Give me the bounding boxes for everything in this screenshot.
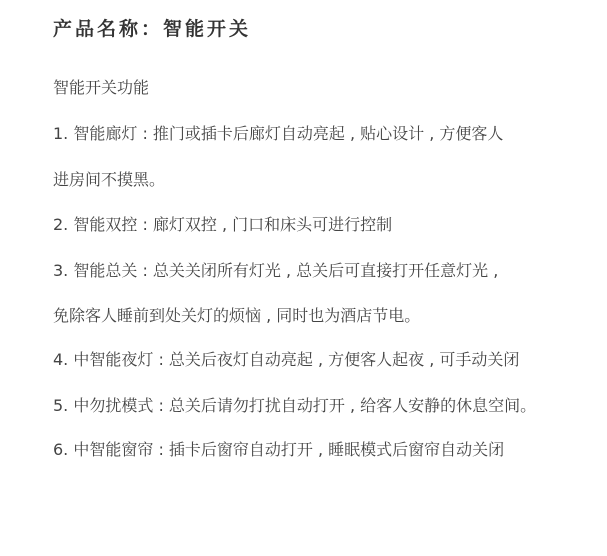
feature-line-1: 1. 智能廊灯 : 推门或插卡后廊灯自动亮起 , 贴心设计 , 方便客人 [53, 124, 504, 143]
feature-line-3-continued: 免除客人睡前到处关灯的烦恼 , 同时也为酒店节电。 [53, 306, 421, 325]
feature-line-1-continued: 进房间不摸黑。 [53, 170, 166, 189]
feature-line-5: 5. 中勿扰模式 : 总关后请勿打扰自动打开 , 给客人安静的休息空间。 [53, 396, 537, 415]
section-heading: 智能开关功能 [53, 78, 150, 97]
feature-line-3: 3. 智能总关 : 总关关闭所有灯光 , 总关后可直接打开任意灯光 , [53, 261, 499, 280]
feature-line-4: 4. 中智能夜灯 : 总关后夜灯自动亮起 , 方便客人起夜 , 可手动关闭 [53, 350, 520, 369]
product-title: 产品名称：智能开关 [53, 18, 252, 40]
feature-line-2: 2. 智能双控 : 廊灯双控 , 门口和床头可进行控制 [53, 215, 393, 234]
feature-line-6: 6. 中智能窗帘 : 插卡后窗帘自动打开 , 睡眠模式后窗帘自动关闭 [53, 440, 505, 459]
